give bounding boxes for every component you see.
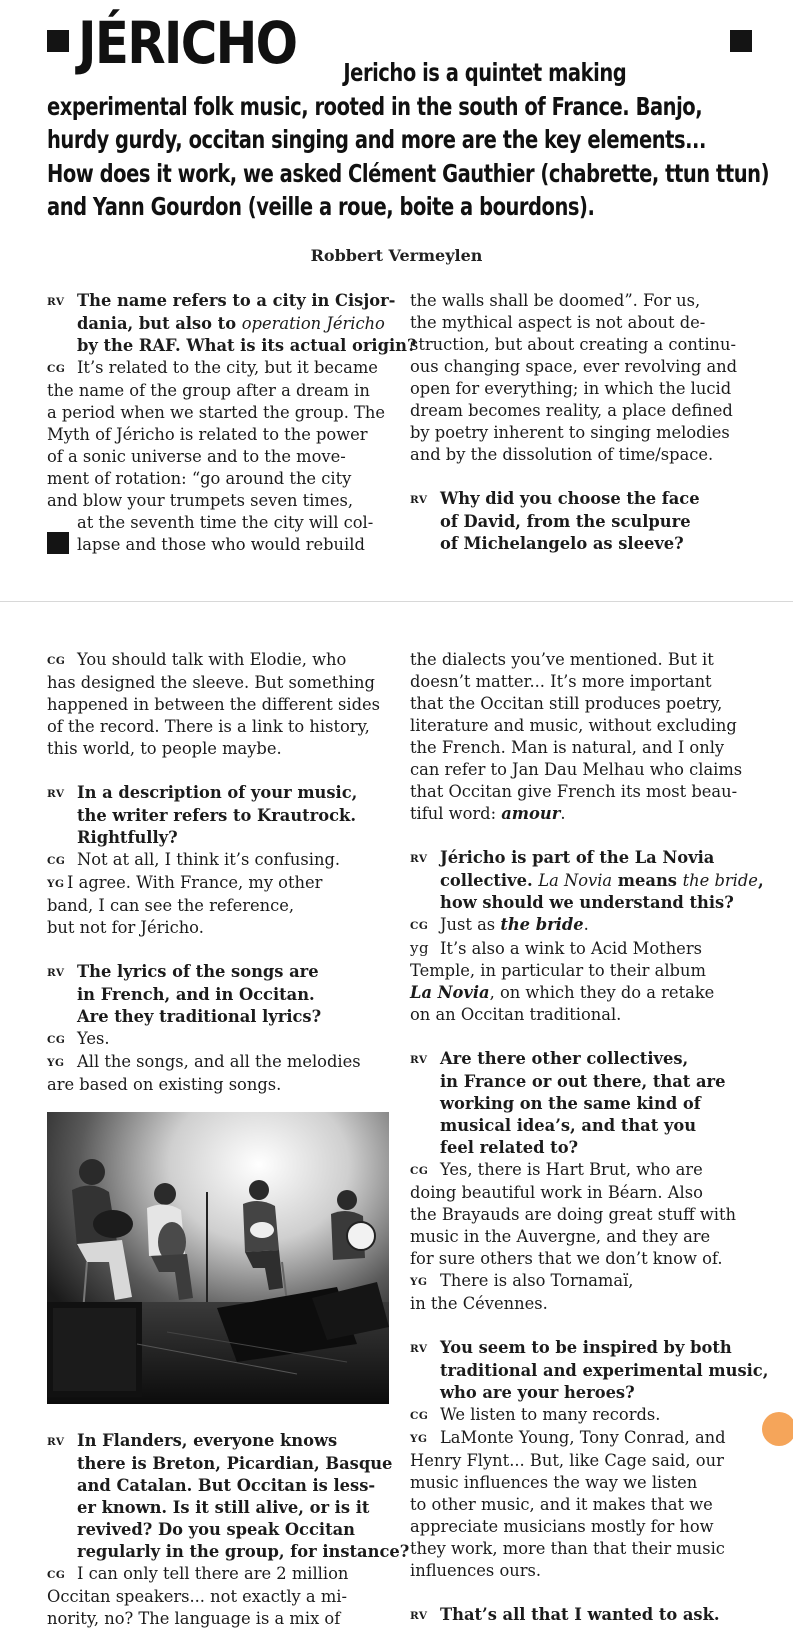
question-text: You seem to be inspired by both [440,1338,732,1357]
answer-text: at the seventh time the city will col- [77,513,374,532]
emphasis-text: amour [501,804,561,823]
answer-text: band, I can see the reference, [47,896,295,915]
answer-text: It’s also a wink to Acid Mothers [440,939,702,958]
speaker-tag-yg: YG [47,878,65,890]
answer-text: Yes. [77,1029,110,1048]
emphasis-text: La Novia [538,871,613,890]
intro-paragraph [47,56,770,224]
question-text: feel related to? [440,1138,579,1157]
speaker-tag-rv: RV [410,1343,428,1355]
answer-text: and by the dissolution of time/space. [410,445,714,464]
question-text: of Michelangelo as sleeve? [440,534,684,553]
answer-text: they work, more than that their music [410,1539,725,1558]
speaker-tag-rv: RV [47,967,65,979]
emphasis-text: the bride [500,915,584,934]
question-text: dania, but also to [77,314,242,333]
answer-text: There is also Tornamaï, [440,1271,634,1290]
band-concert-photo [47,1112,389,1404]
question-text: er known. Is it still alive, or is it [77,1498,370,1517]
question-text: revived? Do you speak Occitan [77,1520,355,1539]
answer-text: for sure others that we don’t know of. [410,1249,723,1268]
emphasis-text: La Novia [410,983,490,1002]
question-text: means [612,871,683,890]
answer-text: nority, no? The language is a mix of [47,1609,341,1628]
speaker-tag-rv: RV [410,853,428,865]
question-text: That’s all that I wanted to ask. [440,1605,720,1624]
answer-text: the Brayauds are doing great stuff with [410,1205,737,1224]
answer-text: It’s related to the city, but it became [77,358,378,377]
answer-text: open for everything; in which the lucid [410,379,732,398]
answer-text: You should talk with Elodie, who [77,650,347,669]
answer-text: All the songs, and all the melodies [77,1052,361,1071]
question-text: there is Breton, Picardian, Basque [77,1454,393,1473]
answer-text: appreciate musicians mostly for how [410,1517,714,1536]
question-text: Jéricho is part of the La Novia [440,848,715,867]
answer-text: Not at all, I think it’s confusing. [77,850,341,869]
speaker-tag-rv: RV [47,296,65,308]
column-bottom-left-lower [47,1430,410,1630]
intro-line: experimental folk music, rooted in the south of France. Banjo, [47,91,703,121]
question-text: Are there other collectives, [440,1049,689,1068]
answer-text: doesn’t matter... It’s more important [410,672,712,691]
answer-text: LaMonte Young, Tony Conrad, and [440,1428,726,1447]
article-title: JÉRICHO [78,9,297,77]
speaker-tag-yg: YG [410,1276,428,1288]
answer-text: can refer to Jan Dau Melhau who claims [410,760,743,779]
question-text: traditional and experimental music, [440,1361,769,1380]
answer-text: struction, but about creating a continu- [410,335,737,354]
intro-line: and Yann Gourdon (veille a roue, boite a bourdons). [47,192,595,221]
question-text: collective. [440,871,539,890]
question-text: musical idea’s, and that you [440,1116,697,1135]
answer-text: has designed the sleeve. But something [47,673,375,692]
column-top-left [47,290,417,556]
column-bottom-right [410,649,769,1627]
answer-text: Myth of Jéricho is related to the power [47,425,368,444]
question-text: who are your heroes? [440,1383,635,1402]
answer-text: ment of rotation: “go around the city [47,469,352,488]
question-text: In Flanders, everyone knows [77,1431,338,1450]
question-text: The name refers to a city in Cisjor- [77,291,396,310]
page-divider [0,601,793,602]
emphasis-text: operation Jéricho [241,314,385,333]
answer-text: tiful word: [410,804,502,823]
answer-text: the French. Man is natural, and I only [410,738,725,757]
speaker-tag-cg: CG [410,920,429,932]
question-text: the writer refers to Krautrock. [77,806,356,825]
answer-text: in the Cévennes. [410,1294,548,1313]
answer-text: the name of the group after a dream in [47,381,370,400]
answer-text: music influences the way we listen [410,1473,698,1492]
question-text: of David, from the sculpure [440,512,691,531]
corner-square-top-left [47,30,69,52]
question-text: Rightfully? [77,828,178,847]
question-text: regularly in the group, for instance? [77,1542,410,1561]
answer-text: Temple, in particular to their album [410,961,706,980]
answer-text: the walls shall be doomed”. For us, [410,291,701,310]
answer-text: happened in between the different sides [47,695,380,714]
answer-text: of a sonic universe and to the move- [47,447,346,466]
question-text: Are they traditional lyrics? [77,1007,322,1026]
speaker-tag-cg: CG [47,855,66,867]
answer-text: We listen to many records. [440,1405,661,1424]
question-text: how should we understand this? [440,893,734,912]
question-text: by the RAF. What is its actual origin? [77,336,417,355]
answer-text: to other music, and it makes that we [410,1495,713,1514]
speaker-tag-cg: CG [47,1569,66,1581]
author-byline: Robbert Vermeylen [310,246,483,265]
speaker-tag-rv: RV [47,1436,65,1448]
answer-text: literature and music, without excluding [410,716,737,735]
answer-text: a period when we started the group. The [47,403,386,422]
speaker-tag-yg: YG [47,1057,65,1069]
question-text: In a description of your music, [77,783,358,802]
answer-text: Occitan speakers... not exactly a mi- [47,1587,347,1606]
question-text: in France or out there, that are [440,1072,726,1091]
answer-text: ous changing space, ever revolving and [410,357,738,376]
emphasis-text: the bride [682,871,758,890]
column-bottom-left [47,649,392,1096]
question-text: and Catalan. But Occitan is less- [77,1476,376,1495]
speaker-tag-rv: RV [410,1054,428,1066]
question-text: , [757,871,764,890]
answer-text: of the record. There is a link to history, [47,717,370,736]
intro-line: Jericho is a quintet making [343,58,627,87]
answer-text: Henry Flynt... But, like Cage said, our [410,1451,724,1470]
speaker-tag-rv: RV [47,788,65,800]
corner-square-top-right [730,30,752,52]
speaker-tag-cg: CG [47,1034,66,1046]
speaker-tag-rv: RV [410,1610,428,1622]
speaker-tag-cg: CG [47,363,66,375]
answer-text: Yes, there is Hart Brut, who are [440,1160,703,1179]
intro-line: hurdy gurdy, occitan singing and more are the key elements... [47,125,706,154]
answer-text: , on which they do a retake [489,983,715,1002]
answer-text: and blow your trumpets seven times, [47,491,353,510]
answer-text: I agree. With France, my other [67,873,323,892]
speaker-tag-yg: yg [410,939,430,957]
answer-text: dream becomes reality, a place defined [410,401,733,420]
question-text: working on the same kind of [440,1094,701,1113]
answer-text: Just as [440,915,501,934]
answer-text: influences ours. [410,1561,542,1580]
question-text: The lyrics of the songs are [77,962,319,981]
speaker-tag-cg: CG [410,1410,429,1422]
answer-text: that the Occitan still produces poetry, [410,694,723,713]
answer-text: I can only tell there are 2 million [77,1564,349,1583]
answer-text: by poetry inherent to singing melodies [410,423,730,442]
speaker-tag-yg: YG [410,1433,428,1445]
answer-text: are based on existing songs. [47,1075,282,1094]
speaker-tag-cg: CG [47,655,66,667]
answer-text: this world, to people maybe. [47,739,282,758]
answer-text: lapse and those who would rebuild [77,535,365,554]
answer-text: doing beautiful work in Béarn. Also [410,1183,703,1202]
accent-circle [762,1412,793,1446]
answer-text: that Occitan give French its most beau- [410,782,738,801]
concert-photo-illustration [47,1112,389,1404]
question-text: in French, and in Occitan. [77,985,315,1004]
answer-text: music in the Auvergne, and they are [410,1227,711,1246]
answer-text: on an Occitan traditional. [410,1005,622,1024]
answer-text: . [560,804,566,823]
answer-text: the dialects you’ve mentioned. But it [410,650,714,669]
speaker-tag-rv: RV [410,494,428,506]
speaker-tag-cg: CG [410,1165,429,1177]
intro-line: How does it work, we asked Clément Gauthier (chabrette, ttun ttun) [47,158,770,188]
column-top-right [410,290,760,555]
answer-text: but not for Jéricho. [47,918,204,937]
answer-text: . [583,915,589,934]
answer-text: the mythical aspect is not about de- [410,313,706,332]
question-text: Why did you choose the face [440,489,700,508]
